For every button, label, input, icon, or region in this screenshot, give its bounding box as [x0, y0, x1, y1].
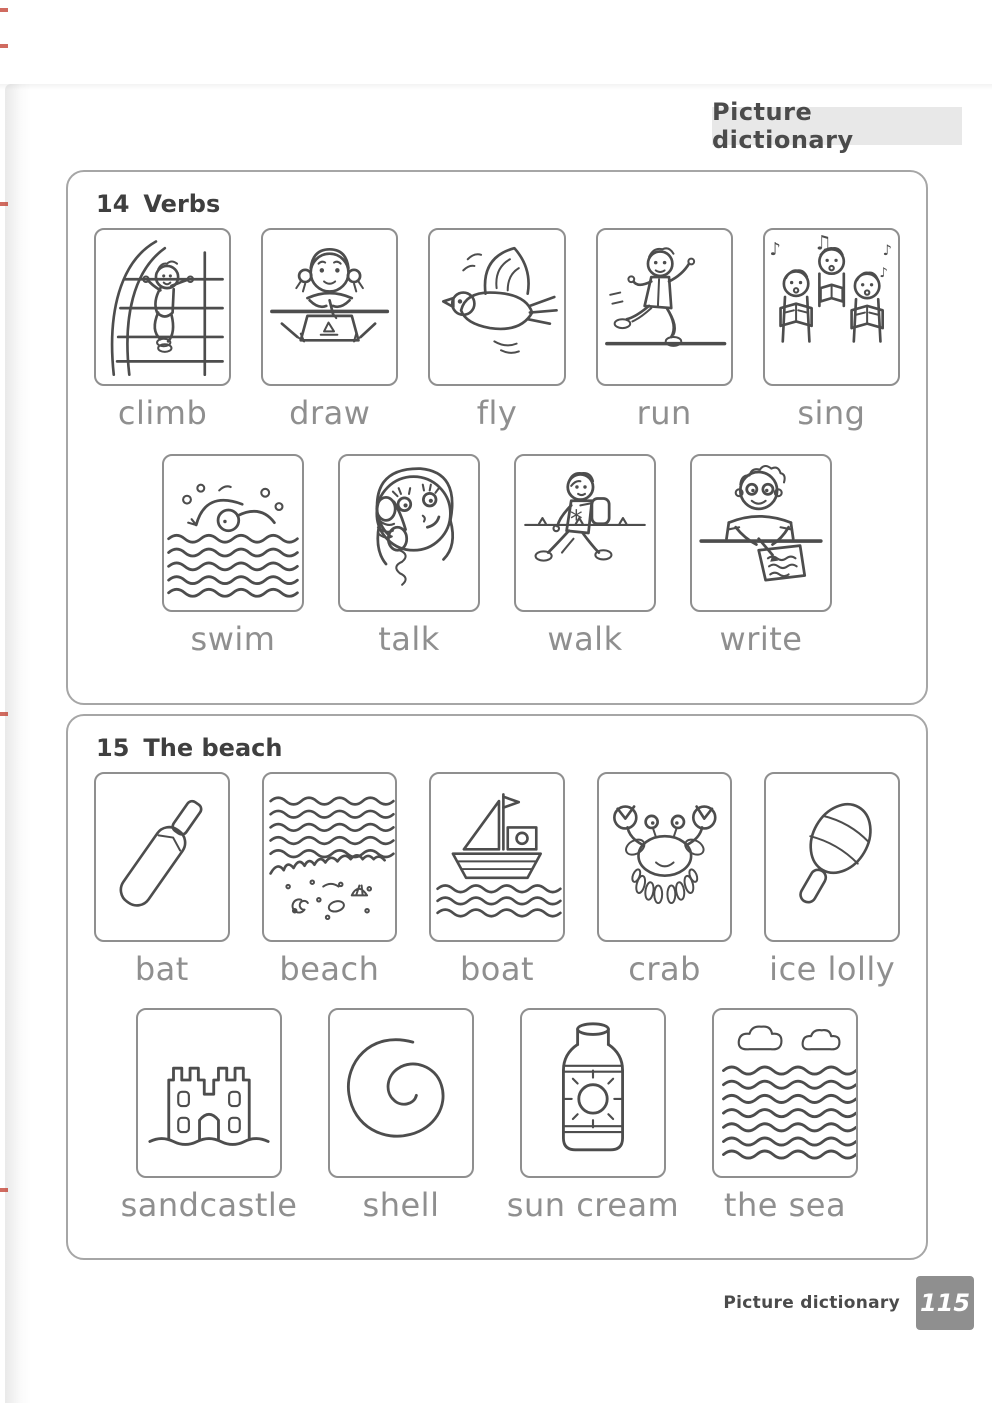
bat-image-frame — [94, 772, 230, 942]
word-label: draw — [289, 394, 371, 432]
card-swim — [162, 454, 304, 658]
word-label: climb — [117, 394, 208, 432]
crab-illustration — [599, 774, 731, 940]
edge-mark — [0, 8, 8, 12]
word-label: beach — [279, 950, 380, 988]
bat-illustration — [96, 774, 228, 940]
verbs-row-2 — [94, 454, 900, 658]
section-verbs — [66, 170, 928, 705]
the-sea-illustration — [714, 1010, 856, 1176]
ice-lolly-image-frame — [764, 772, 900, 942]
beach-illustration — [264, 774, 396, 940]
word-label: talk — [378, 620, 440, 658]
card-ice-lolly — [764, 772, 900, 988]
card-draw — [261, 228, 398, 432]
walk-image-frame — [514, 454, 656, 612]
word-label: ice lolly — [769, 950, 896, 988]
write-illustration — [692, 456, 830, 610]
card-bat — [94, 772, 230, 988]
edge-mark — [0, 202, 8, 206]
page-footer — [723, 1276, 974, 1330]
edge-mark — [0, 712, 8, 716]
boat-image-frame — [429, 772, 565, 942]
word-label: swim — [190, 620, 276, 658]
boat-illustration — [431, 774, 563, 940]
beach-row-1 — [94, 772, 900, 988]
word-label: the sea — [723, 1186, 847, 1224]
climb-image-frame — [94, 228, 231, 386]
walk-illustration — [516, 456, 654, 610]
section-number: 14 — [96, 190, 130, 218]
card-crab — [597, 772, 733, 988]
picture-dictionary-header-tab — [712, 98, 962, 154]
card-beach — [262, 772, 398, 988]
word-label: fly — [476, 394, 518, 432]
write-image-frame — [690, 454, 832, 612]
card-sing — [763, 228, 900, 432]
svg-text:♪: ♪ — [882, 242, 892, 259]
section-title-text: Verbs — [143, 190, 221, 218]
fly-image-frame — [428, 228, 565, 386]
card-climb — [94, 228, 231, 432]
talk-image-frame — [338, 454, 480, 612]
swim-illustration — [164, 456, 302, 610]
page-number-badge: 115 — [916, 1276, 974, 1330]
ice-lolly-illustration — [766, 774, 898, 940]
sun-cream-image-frame — [520, 1008, 666, 1178]
svg-text:*: * — [570, 504, 583, 534]
run-image-frame — [596, 228, 733, 386]
sandcastle-illustration — [138, 1010, 280, 1176]
beach-image-frame — [262, 772, 398, 942]
card-the-sea — [712, 1008, 858, 1224]
card-sun-cream — [506, 1008, 680, 1224]
word-label: boat — [459, 950, 535, 988]
card-fly — [428, 228, 565, 432]
the-sea-image-frame — [712, 1008, 858, 1178]
section-number: 15 — [96, 734, 130, 762]
section-title-text: The beach — [143, 734, 283, 762]
section-beach — [66, 714, 928, 1260]
svg-text:♪: ♪ — [879, 266, 888, 282]
crab-image-frame — [597, 772, 733, 942]
draw-image-frame — [261, 228, 398, 386]
sandcastle-image-frame — [136, 1008, 282, 1178]
card-talk — [338, 454, 480, 658]
card-walk — [514, 454, 656, 658]
card-shell — [328, 1008, 474, 1224]
shell-image-frame — [328, 1008, 474, 1178]
swim-image-frame — [162, 454, 304, 612]
section-beach-title — [96, 734, 900, 762]
beach-row-2 — [94, 1008, 900, 1224]
word-label: sing — [797, 394, 866, 432]
card-write — [690, 454, 832, 658]
shell-illustration — [330, 1010, 472, 1176]
page-top-shading — [0, 84, 992, 90]
sing-image-frame — [763, 228, 900, 386]
talk-illustration — [340, 456, 478, 610]
section-verbs-title — [96, 190, 900, 218]
svg-text:♫: ♫ — [813, 230, 832, 255]
word-label: run — [636, 394, 692, 432]
sun-cream-illustration — [522, 1010, 664, 1176]
footer-label: Picture dictionary — [723, 1293, 900, 1313]
svg-text:♪: ♪ — [769, 239, 781, 260]
page-edge-shading — [5, 84, 31, 1403]
draw-illustration — [263, 230, 396, 384]
word-label: bat — [134, 950, 189, 988]
header-tab-label: Picture dictionary — [712, 98, 854, 154]
word-label: write — [719, 620, 803, 658]
sing-illustration — [765, 230, 898, 384]
word-label: shell — [362, 1186, 440, 1224]
fly-illustration — [430, 230, 563, 384]
word-label: sandcastle — [120, 1186, 298, 1224]
card-boat — [429, 772, 565, 988]
card-run — [596, 228, 733, 432]
card-sandcastle — [120, 1008, 298, 1224]
word-label: crab — [628, 950, 701, 988]
run-illustration — [598, 230, 731, 384]
verbs-row-1 — [94, 228, 900, 432]
edge-mark — [0, 1188, 8, 1192]
word-label: sun cream — [506, 1186, 680, 1224]
edge-mark — [0, 44, 8, 48]
climb-illustration — [96, 230, 229, 384]
word-label: walk — [547, 620, 623, 658]
